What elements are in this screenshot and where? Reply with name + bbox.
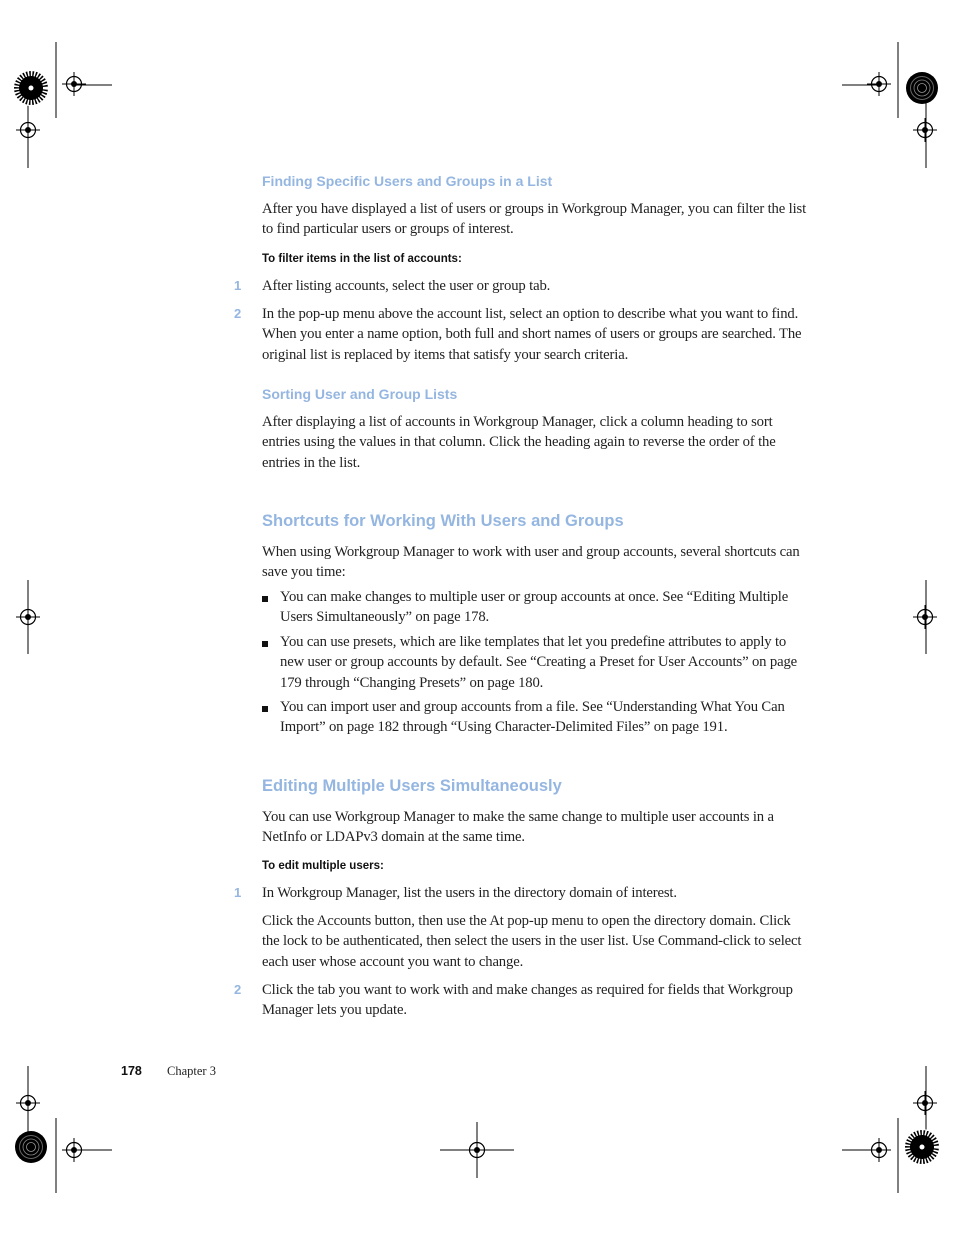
editing-intro-paragraph: You can use Workgroup Manager to make the same change to multiple user accounts in a NetInfo or LDAPv3 domain at the same time. [262, 809, 774, 846]
list-item: You can make changes to multiple user or group accounts at once. See “Editing Multiple Users Simultaneously” on page 178. [280, 589, 789, 626]
task-title-filter: To filter items in the list of accounts: [262, 253, 462, 265]
heading-editing-multiple-users: Editing Multiple Users Simultaneously [262, 777, 562, 795]
step-number: 2 [234, 306, 242, 321]
chapter-label: Chapter 3 [167, 1064, 216, 1078]
step-text: Click the tab you want to work with and make changes as required for fields that Workgroup Manager lets you update. [262, 982, 793, 1019]
heading-sorting-lists: Sorting User and Group Lists [262, 386, 458, 402]
sorting-paragraph: After displaying a list of accounts in Workgroup Manager, click a column heading to sort entries using the values in that column. Click the heading again to reverse the order of the entries in the list. [262, 414, 776, 471]
bullet-icon [262, 641, 268, 647]
step-text: After listing accounts, select the user or group tab. [262, 278, 551, 294]
heading-shortcuts: Shortcuts for Working With Users and Groups [262, 512, 624, 530]
step-detail-paragraph: Click the Accounts button, then use the At pop-up menu to open the directory domain. Click the lock to be authenticated, then select the users in the user list. Use Command-click to select each user whose account you want to change. [262, 913, 802, 970]
list-item: You can import user and group accounts from a file. See “Understanding What You Can Import” on page 182 through “Using Character-Delimited Files” on page 191. [280, 699, 785, 736]
step-number: 1 [234, 885, 242, 900]
step-text: In Workgroup Manager, list the users in the directory domain of interest. [262, 885, 677, 901]
task-title-edit: To edit multiple users: [262, 860, 384, 872]
page-number: 178 [121, 1064, 142, 1078]
bullet-icon [262, 706, 268, 712]
step-number: 1 [234, 278, 242, 293]
step-number: 2 [234, 982, 242, 997]
step-text: In the pop-up menu above the account list, select an option to describe what you want to find. When you enter a name option, both full and short names of users or groups are searched. The original list is replaced by items that satisfy your search criteria. [262, 306, 802, 363]
bullet-icon [262, 596, 268, 602]
shortcuts-intro-paragraph: When using Workgroup Manager to work with user and group accounts, several shortcuts can save you time: [262, 544, 800, 581]
list-item: You can use presets, which are like templates that let you predefine attributes to apply to new user or group accounts by default. See “Creating a Preset for User Accounts” on page 179 through “Changing Presets” on page 180. [280, 634, 798, 691]
heading-finding-users: Finding Specific Users and Groups in a List [262, 173, 553, 189]
finding-intro-paragraph: After you have displayed a list of users or groups in Workgroup Manager, you can filter the list to find particular users or groups of interest. [262, 201, 806, 238]
